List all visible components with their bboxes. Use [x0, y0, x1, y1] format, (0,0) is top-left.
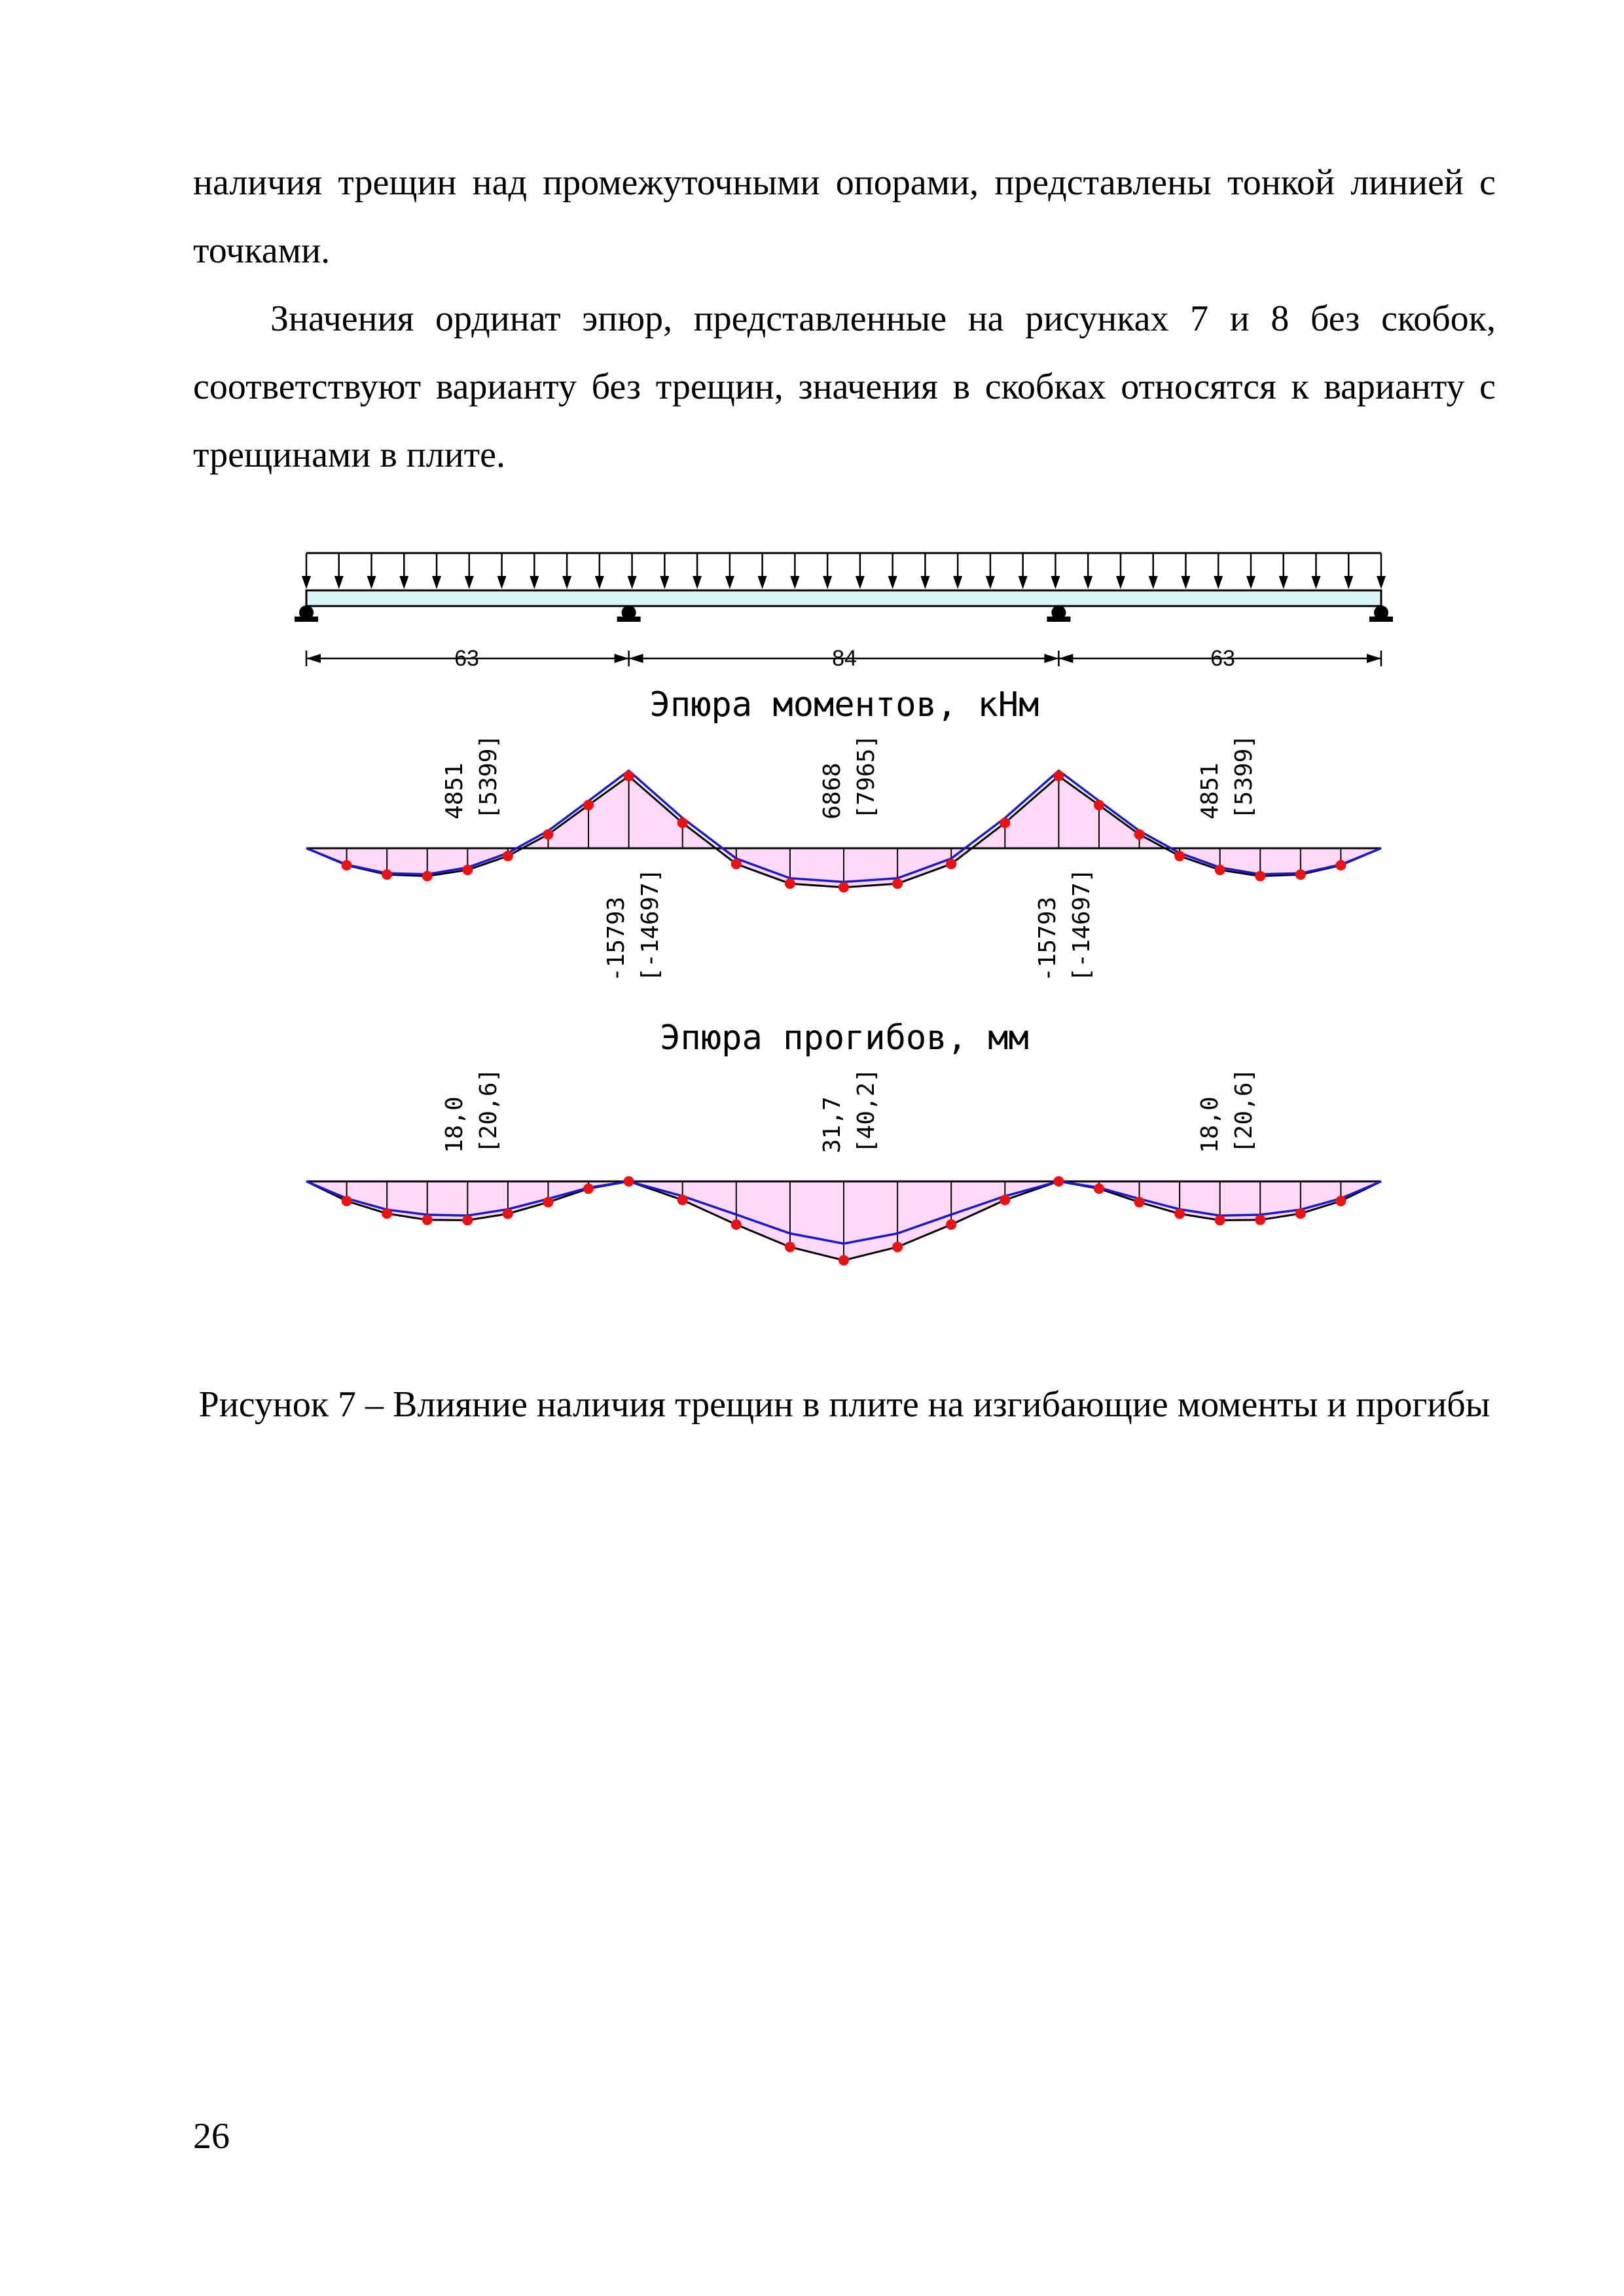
- support-base: [295, 617, 318, 622]
- paragraph-2: Значения ординат эпюр, представленные на рисунках 7 и 8 без скобок, соответствуют варианту без трещин, значения в скобках относятся к варианту с трещинами в плите.: [193, 298, 1496, 475]
- span-length-label: 84: [832, 646, 857, 671]
- moment-span-value: 4851: [441, 762, 468, 819]
- moment-point: [839, 882, 849, 893]
- deflection-point: [731, 1219, 742, 1230]
- moment-point: [422, 871, 433, 882]
- load-arrow-head: [562, 576, 571, 589]
- deflection-point: [1174, 1209, 1185, 1219]
- support-base: [1369, 617, 1393, 622]
- deflection-point: [462, 1215, 473, 1225]
- load-arrow-head: [595, 576, 604, 589]
- deflection-span-bracket: [40,2]: [853, 1067, 880, 1153]
- deflection-point: [892, 1242, 903, 1252]
- load-arrow-head: [725, 576, 734, 589]
- deflection-diagram-title: Эпюра прогибов, мм: [660, 1018, 1029, 1058]
- moment-point: [503, 851, 513, 861]
- load-arrow-head: [1149, 576, 1158, 589]
- load-arrow-head: [1246, 576, 1255, 589]
- deflection-point: [1215, 1215, 1225, 1225]
- deflection-point: [543, 1197, 553, 1208]
- moment-point: [462, 865, 473, 875]
- page-number: 26: [193, 2116, 230, 2157]
- moment-point: [677, 817, 688, 828]
- moment-support-bracket: [-14697]: [637, 868, 664, 982]
- deflection-point: [677, 1195, 688, 1206]
- dimension-arrow: [615, 654, 629, 663]
- dimension-arrow: [629, 654, 643, 663]
- deflection-span-value: 18,0: [1197, 1096, 1223, 1153]
- deflection-point: [1295, 1208, 1306, 1219]
- supports: [295, 605, 1393, 622]
- span-length-label: 63: [454, 646, 479, 671]
- deflection-point: [1000, 1195, 1010, 1206]
- moment-point: [382, 869, 392, 880]
- load-arrow-head: [1181, 576, 1190, 589]
- moment-support-value: -15793: [1034, 896, 1061, 982]
- load-arrow-head: [986, 576, 995, 589]
- moment-point: [1053, 771, 1064, 781]
- dimension-arrow: [1058, 654, 1073, 663]
- span-length-label: 63: [1210, 646, 1235, 671]
- load-arrow-head: [1311, 576, 1320, 589]
- load-arrow-head: [465, 576, 474, 589]
- load-arrow-head: [367, 576, 376, 589]
- load-arrow-head: [1051, 576, 1060, 589]
- load-arrow-head: [660, 576, 669, 589]
- moment-span-value: 6868: [819, 762, 846, 819]
- span-dimensions: [306, 645, 1381, 672]
- moment-span-bracket: [7965]: [853, 734, 880, 819]
- load-arrow-head: [1116, 576, 1125, 589]
- moment-point: [342, 860, 352, 870]
- deflection-point: [785, 1242, 795, 1252]
- deflection-point: [503, 1209, 513, 1219]
- moment-point: [785, 878, 795, 889]
- load-arrow-head: [856, 576, 865, 589]
- deflection-span-bracket: [20,6]: [475, 1067, 502, 1153]
- deflection-point: [1134, 1197, 1145, 1208]
- load-arrow-head: [1083, 576, 1092, 589]
- dimension-arrow: [1367, 654, 1381, 663]
- load-arrow-head: [1019, 576, 1028, 589]
- distributed-load: [302, 553, 1386, 589]
- load-arrow-head: [432, 576, 441, 589]
- load-arrow-head: [1279, 576, 1288, 589]
- deflection-point: [839, 1255, 849, 1266]
- moment-point: [1215, 865, 1225, 875]
- moment-point: [892, 878, 903, 889]
- moment-span-value: 4851: [1197, 762, 1223, 819]
- deflection-diagram: [306, 1176, 1381, 1266]
- load-arrow-head: [399, 576, 408, 589]
- load-arrow-head: [920, 576, 929, 589]
- moment-point: [946, 859, 956, 869]
- moment-point: [1134, 829, 1145, 840]
- deflection-span-value: 18,0: [441, 1096, 468, 1153]
- load-arrow-head: [758, 576, 767, 589]
- deflection-point: [1094, 1183, 1104, 1194]
- load-arrow-head: [1377, 576, 1386, 589]
- deflection-point: [382, 1208, 392, 1219]
- load-arrow-head: [888, 576, 897, 589]
- deflection-point: [1335, 1196, 1346, 1206]
- load-arrow-head: [1214, 576, 1223, 589]
- moment-span-bracket: [5399]: [1231, 734, 1257, 819]
- moment-point: [731, 859, 742, 869]
- load-arrow-head: [693, 576, 702, 589]
- moment-diagram-title: Эпюра моментов, кНм: [649, 685, 1039, 725]
- moment-support-bracket: [-14697]: [1068, 868, 1095, 982]
- deflection-point: [1255, 1215, 1265, 1225]
- dimension-arrow: [306, 654, 321, 663]
- moment-point: [1295, 869, 1306, 880]
- moment-point: [583, 800, 594, 810]
- beam-slab: [306, 590, 1381, 606]
- moment-point: [1094, 800, 1104, 810]
- moment-support-value: -15793: [603, 896, 630, 982]
- moment-point: [1000, 817, 1010, 828]
- deflection-point: [583, 1183, 594, 1194]
- dimension-arrow: [1044, 654, 1058, 663]
- load-arrow-head: [334, 576, 344, 589]
- load-arrow-head: [302, 576, 311, 589]
- moment-point: [543, 829, 553, 840]
- deflection-point: [946, 1219, 956, 1230]
- deflection-point: [1053, 1176, 1064, 1187]
- moment-point: [1174, 851, 1185, 861]
- paragraph-1: наличия трещин над промежуточными опорами, представлены тонкой линией с точками.: [193, 162, 1496, 271]
- moment-point: [1255, 871, 1265, 882]
- support-base: [1047, 617, 1070, 622]
- moment-point: [1335, 860, 1346, 870]
- deflection-point: [624, 1176, 634, 1187]
- load-arrow-head: [953, 576, 962, 589]
- load-arrow-head: [1344, 576, 1353, 589]
- figure-caption: Рисунок 7 – Влияние наличия трещин в плите на изгибающие моменты и прогибы: [198, 1384, 1490, 1425]
- deflection-point: [342, 1196, 352, 1206]
- load-arrow-head: [497, 576, 507, 589]
- load-arrow-head: [628, 576, 637, 589]
- deflection-point: [422, 1215, 433, 1225]
- support-base: [617, 617, 641, 622]
- moment-point: [624, 771, 634, 781]
- load-arrow-head: [823, 576, 832, 589]
- deflection-span-value: 31,7: [819, 1096, 846, 1153]
- load-arrow-head: [790, 576, 799, 589]
- moment-span-bracket: [5399]: [475, 734, 502, 819]
- deflection-span-bracket: [20,6]: [1231, 1067, 1257, 1153]
- load-arrow-head: [530, 576, 539, 589]
